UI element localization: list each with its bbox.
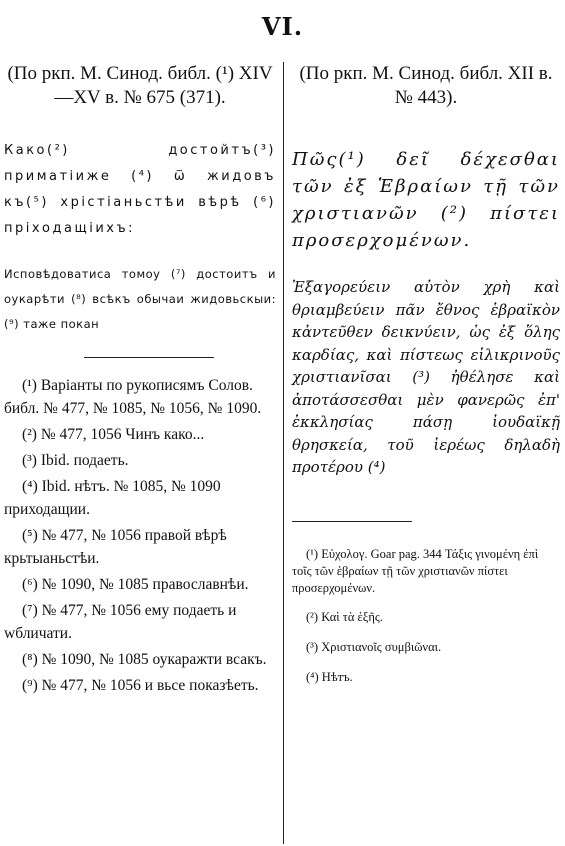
left-title: Како(²) достойтъ(³) приматіиже (⁴) ѿ жидовъ къ(⁵) хрістіаньстѣи вѣрѣ (⁶) пріходащіихъ: [4,143,276,236]
left-body-text: Исповѣдоватиса томоу (⁷) достоитъ и оукарѣти (⁸) всѣкъ обычаи жидовьскыи: (⁹) таже покан [4,267,276,331]
footnote: (³) Ibid. подаеть. [22,452,129,469]
right-body-text: Ἐξαγορεύειν αὐτὸν χρὴ καὶ θριαμβεύειν πᾶν ἔθνος ἑβραϊκὸν κἀντεῦθεν δεικνύειν, ὡς ἐξ ὅλης καρδίας, καὶ πίστεως εἰλικρινοῦς χριστιανῖσαι (³) ἠθέλησε καὶ ἀποτάσσεσθαι μὲν φανερῶς ἐπ' ἐκκλησίας πάσῃ ἰουδαϊκῇ θρησκεία, τοῦ ἱερέως δηλαδὴ προτέρου (⁴) [292,278,560,476]
footnote: (²) Καὶ τὰ ἑξῆς. [306,609,383,624]
footnote: (⁴) Нѣтъ. [306,669,353,684]
footnote: (²) № 477, 1056 Чинъ како... [22,426,205,443]
footnote: (⁷) № 477, № 1056 ему подаеть и wбличати. [4,602,237,642]
left-footnotes [4,374,276,697]
footnote: (⁵) № 477, № 1056 правой вѣрѣ крьтыаньстѣи. [4,527,227,567]
footnote: (⁶) № 1090, № 1085 православнѣи. [22,576,249,593]
right-title: Πῶς(¹) δεῖ δέχεσθαι τῶν ἐξ Ἑβραίων τῇ τῶν χριστιανῶν (²) πίστει προσερχομένων. [292,149,560,251]
left-source-heading: (По ркп. М. Синод. библ. (¹) XIV—XV в. № 675 (371). [7,63,273,108]
column-divider [283,62,284,844]
footnote: (¹) Εὐχολογ. Goar pag. 344 Τάξις γινομένη ἐπὶ τοῖς τῶν ἑβραίων τῇ τῶν χριστιανῶν πίστει προσερχομένων. [292,546,539,595]
footnote: (³) Χριστιανοῖς συμβιῶναι. [306,639,442,654]
right-column [292,62,560,699]
right-footnote-rule [292,521,412,522]
left-column [4,62,276,700]
right-source-heading: (По ркп. М. Синод. библ. XII в. № 443). [299,63,553,108]
right-footnotes [292,546,560,686]
footnote: (⁹) № 477, № 1056 и вьсе показѣеть. [22,677,259,694]
page-number: VI. [261,12,304,41]
footnote: (¹) Варіанты по рукописямъ Солов. библ. № 477, № 1085, № 1056, № 1090. [4,377,262,417]
footnote: (⁴) Ibid. нѣтъ. № 1085, № 1090 приходащии. [4,478,221,518]
footnote: (⁸) № 1090, № 1085 оукаражти всакъ. [22,651,267,668]
left-footnote-rule [84,357,214,358]
